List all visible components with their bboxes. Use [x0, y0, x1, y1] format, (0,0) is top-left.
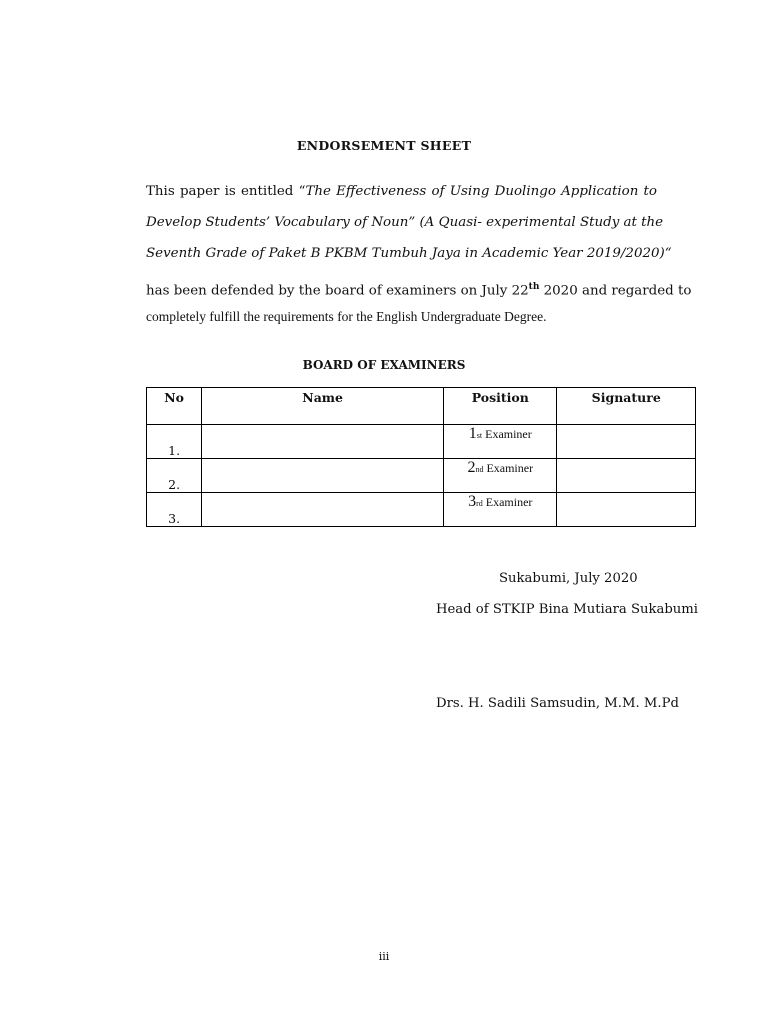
- position-label: Examiner: [482, 495, 533, 509]
- position-label: Examiner: [483, 461, 534, 475]
- place-date: Sukabumi, July 2020: [499, 571, 638, 586]
- signature-cell: [557, 425, 696, 459]
- header-name: Name: [202, 388, 444, 425]
- position-number: 2: [467, 459, 476, 476]
- position-number: 3: [468, 493, 477, 510]
- signatory-name: Drs. H. Sadili Samsudin, M.M. M.Pd: [436, 696, 679, 711]
- position-suffix: st: [476, 431, 483, 440]
- name-cell: [202, 493, 444, 527]
- signatory-role: Head of STKIP Bina Mutiara Sukabumi: [436, 602, 698, 617]
- header-no: No: [147, 388, 202, 425]
- position-suffix: rd: [476, 499, 483, 508]
- defended-text: has been defended by the board of examiners on July 22: [146, 283, 529, 299]
- closing-text: completely fulfill the requirements for the English Undergraduate Degree.: [146, 309, 547, 324]
- header-signature: Signature: [557, 388, 696, 425]
- page-title: ENDORSEMENT SHEET: [296, 138, 472, 153]
- examiners-table: [146, 387, 696, 527]
- position-label: Examiner: [482, 427, 532, 441]
- row-number: 1.: [147, 425, 202, 459]
- signature-cell: [557, 493, 696, 527]
- date-ordinal-suffix: th: [528, 282, 540, 292]
- endorsement-paragraph: [146, 184, 692, 340]
- paper-title-part-1: The Effectiveness of Using Duolingo Application to: [305, 184, 657, 199]
- page-number: iii: [378, 950, 390, 963]
- position-suffix: nd: [475, 465, 484, 474]
- paper-title-part-3: Seventh Grade of Paket B PKBM Tumbuh Jaya in Academic Year 2019/2020)“: [146, 246, 672, 261]
- row-number: 3.: [147, 493, 202, 527]
- name-cell: [202, 459, 444, 493]
- position-cell: [444, 459, 557, 493]
- position-cell: [444, 493, 557, 527]
- table-row: [147, 425, 696, 459]
- paragraph-line-1: [146, 184, 657, 215]
- table-row: [147, 459, 696, 493]
- row-number: 2.: [147, 459, 202, 493]
- header-position: Position: [444, 388, 557, 425]
- table-row: [147, 493, 696, 527]
- intro-text: This paper is entitled “: [146, 184, 306, 199]
- name-cell: [202, 425, 444, 459]
- paper-title-part-2: Develop Students’ Vocabulary of Noun” (A Quasi- experimental Study at the: [146, 215, 664, 230]
- position-number: 1: [468, 425, 477, 442]
- table-header-row: [147, 388, 696, 425]
- board-of-examiners-title: BOARD OF EXAMINERS: [302, 358, 466, 372]
- paragraph-line-4: [146, 277, 692, 309]
- defended-text-end: 2020 and regarded to: [539, 283, 692, 299]
- position-cell: [444, 425, 557, 459]
- signature-cell: [557, 459, 696, 493]
